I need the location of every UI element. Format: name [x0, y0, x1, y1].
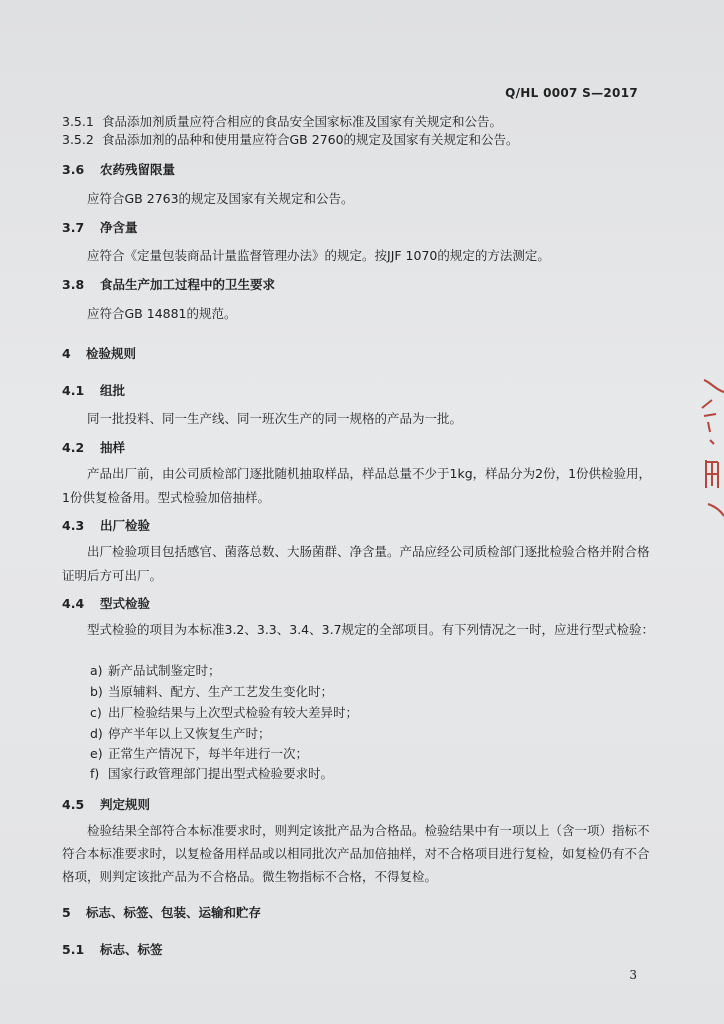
list-mark: a): [90, 663, 103, 678]
clause-4-1-body: 同一批投料、同一生产线、同一班次生产的同一规格的产品为一批。: [87, 411, 463, 426]
list-text: 当原辅料、配方、生产工艺发生变化时；: [108, 684, 334, 699]
heading-title: 检验规则: [86, 346, 137, 361]
heading-number: 3.7: [62, 220, 85, 235]
list-mark: f): [90, 766, 100, 781]
heading-number: 4.1: [62, 383, 85, 398]
list-text: 新产品试制鉴定时；: [108, 663, 221, 678]
list-mark: c): [90, 705, 102, 720]
heading-4-3: [62, 518, 150, 534]
clause-3-6-body: 应符合GB 2763的规定及国家有关规定和公告。: [87, 191, 354, 206]
clause-number: 3.5.2: [62, 132, 94, 147]
heading-number: 4.3: [62, 518, 85, 533]
list-item: [90, 726, 271, 742]
heading-5-1: [62, 942, 163, 958]
heading-number: 5.1: [62, 942, 85, 957]
heading-number: 4: [62, 346, 71, 361]
heading-number: 5: [62, 905, 71, 920]
heading-4-4: [62, 596, 150, 612]
heading-title: 净含量: [100, 220, 138, 235]
list-mark: d): [90, 726, 103, 741]
list-text: 停产半年以上又恢复生产时；: [108, 726, 271, 741]
heading-3-6: [62, 162, 175, 178]
heading-title: 出厂检验: [100, 518, 151, 533]
heading-title: 标志、标签、包装、运输和贮存: [86, 905, 262, 920]
heading-title: 判定规则: [100, 797, 151, 812]
heading-3-7: [62, 220, 138, 236]
heading-number: 4.4: [62, 596, 85, 611]
list-item: [90, 684, 333, 700]
clause-4-5-body: 检验结果全部符合本标准要求时，则判定该批产品为合格品。检验结果中有一项以上（含一项）指标不符合本标准要求时，以复检备用样品或以相同批次产品加倍抽样，对不合格项目进行复检，如复检仍有不合格项，则判定该批产品为不合格品。微生物指标不合格，不得复检。: [62, 823, 650, 884]
clause-number: 3.5.1: [62, 114, 94, 129]
list-mark: b): [90, 684, 103, 699]
clause-3-5-2: [62, 132, 519, 148]
heading-title: 食品生产加工过程中的卫生要求: [100, 277, 276, 292]
clause-4-3-body: 出厂检验项目包括感官、菌落总数、大肠菌群、净含量。产品应经公司质检部门逐批检验合格并附合格证明后方可出厂。: [62, 544, 650, 583]
clause-4-4-body: 型式检验的项目为本标准3.2、3.3、3.4、3.7规定的全部项目。有下列情况之一时，应进行型式检验：: [87, 622, 655, 637]
chapter-4-heading: [62, 346, 136, 362]
seal-stamp-edge: [698, 370, 724, 520]
heading-number: 4.2: [62, 440, 85, 455]
standard-code: Q/HL 0007 S—2017: [505, 86, 638, 100]
heading-number: 4.5: [62, 797, 85, 812]
clause-text: 食品添加剂的品种和使用量应符合GB 2760的规定及国家有关规定和公告。: [102, 132, 519, 147]
heading-title: 组批: [100, 383, 126, 398]
heading-title: 抽样: [100, 440, 126, 455]
chapter-5-heading: [62, 905, 261, 921]
list-item: [90, 705, 358, 721]
clause-3-5-1: [62, 114, 502, 130]
clause-3-7-body: 应符合《定量包装商品计量监督管理办法》的规定。按JJF 1070的规定的方法测定。: [87, 248, 550, 263]
list-item: [90, 663, 221, 679]
heading-4-5: [62, 797, 150, 813]
clause-3-8-body: 应符合GB 14881的规范。: [87, 306, 237, 321]
heading-title: 标志、标签: [100, 942, 163, 957]
heading-number: 3.8: [62, 277, 85, 292]
list-text: 国家行政管理部门提出型式检验要求时。: [108, 766, 334, 781]
page-number: 3: [629, 968, 637, 982]
heading-3-8: [62, 277, 275, 293]
heading-4-1: [62, 383, 125, 399]
heading-title: 型式检验: [100, 596, 151, 611]
heading-title: 农药残留限量: [100, 162, 176, 177]
list-item: [90, 766, 333, 782]
heading-4-2: [62, 440, 125, 456]
heading-number: 3.6: [62, 162, 85, 177]
list-text: 出厂检验结果与上次型式检验有较大差异时；: [108, 705, 359, 720]
list-item: [90, 746, 308, 762]
clause-4-2-body: 产品出厂前，由公司质检部门逐批随机抽取样品，样品总量不少于1kg，样品分为2份，1份供检验用，1份供复检备用。型式检验加倍抽样。: [62, 466, 652, 505]
clause-text: 食品添加剂质量应符合相应的食品安全国家标准及国家有关规定和公告。: [102, 114, 503, 129]
list-text: 正常生产情况下，每半年进行一次；: [108, 746, 309, 761]
list-mark: e): [90, 746, 103, 761]
